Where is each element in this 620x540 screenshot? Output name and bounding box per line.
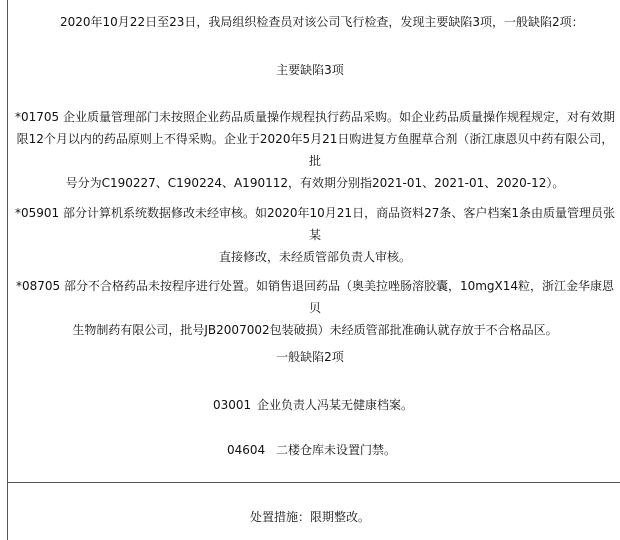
general-defects-heading: 一般缺陷2项 (276, 350, 344, 364)
defect-line: *01705 企业质量管理部门未按照企业药品质量操作规程执行药品采购。如企业药品质量操作规程规定，对有效期 (15, 110, 615, 124)
defect-line: 生物制药有限公司，批号JB2007002包装破损）未经质管部批准确认就存放于不合格品区。 (72, 323, 558, 337)
intro-text: 2020年10月22日至23日，我局组织检查员对该公司飞行检查，发现主要缺陷3项，一般缺陷2项： (60, 15, 584, 29)
row-divider (7, 482, 620, 483)
major-defects-heading: 主要缺陷3项 (276, 63, 344, 77)
major-defect-item (12, 275, 618, 341)
disposal-measures: 处置措施：限期整改。 (249, 510, 370, 524)
table-border (7, 0, 620, 540)
general-defect-code: 03001 (213, 398, 252, 412)
defect-line: 直接修改，未经质管部负责人审核。 (218, 250, 411, 264)
general-defect-code: 04604 (227, 443, 266, 457)
defect-line: 限12个月以内的药品原则上不得采购。企业于2020年5月21日购进复方鱼腥草合剂（浙江康恩贝中药有限公司，批 (16, 132, 614, 168)
major-defect-item (12, 106, 618, 194)
general-defect-text: 企业负责人冯某无健康档案。 (257, 398, 414, 412)
defect-line: *08705 部分不合格药品未按程序进行处置。如销售退回药品（奥美拉唑肠溶胶囊，10mgX14粒，浙江金华康恩贝 (15, 279, 615, 315)
defect-line: *05901 部分计算机系统数据修改未经审核。如2020年10月21日，商品资料27条、客户档案1条由质量管理员张某 (15, 206, 615, 242)
general-defect-text: 二楼仓库未设置门禁。 (276, 443, 397, 457)
defect-line: 号分为C190227、C190224、A190112，有效期分别指2021-01、2021-01、2020-12）。 (65, 176, 565, 190)
major-defect-item (12, 202, 618, 268)
